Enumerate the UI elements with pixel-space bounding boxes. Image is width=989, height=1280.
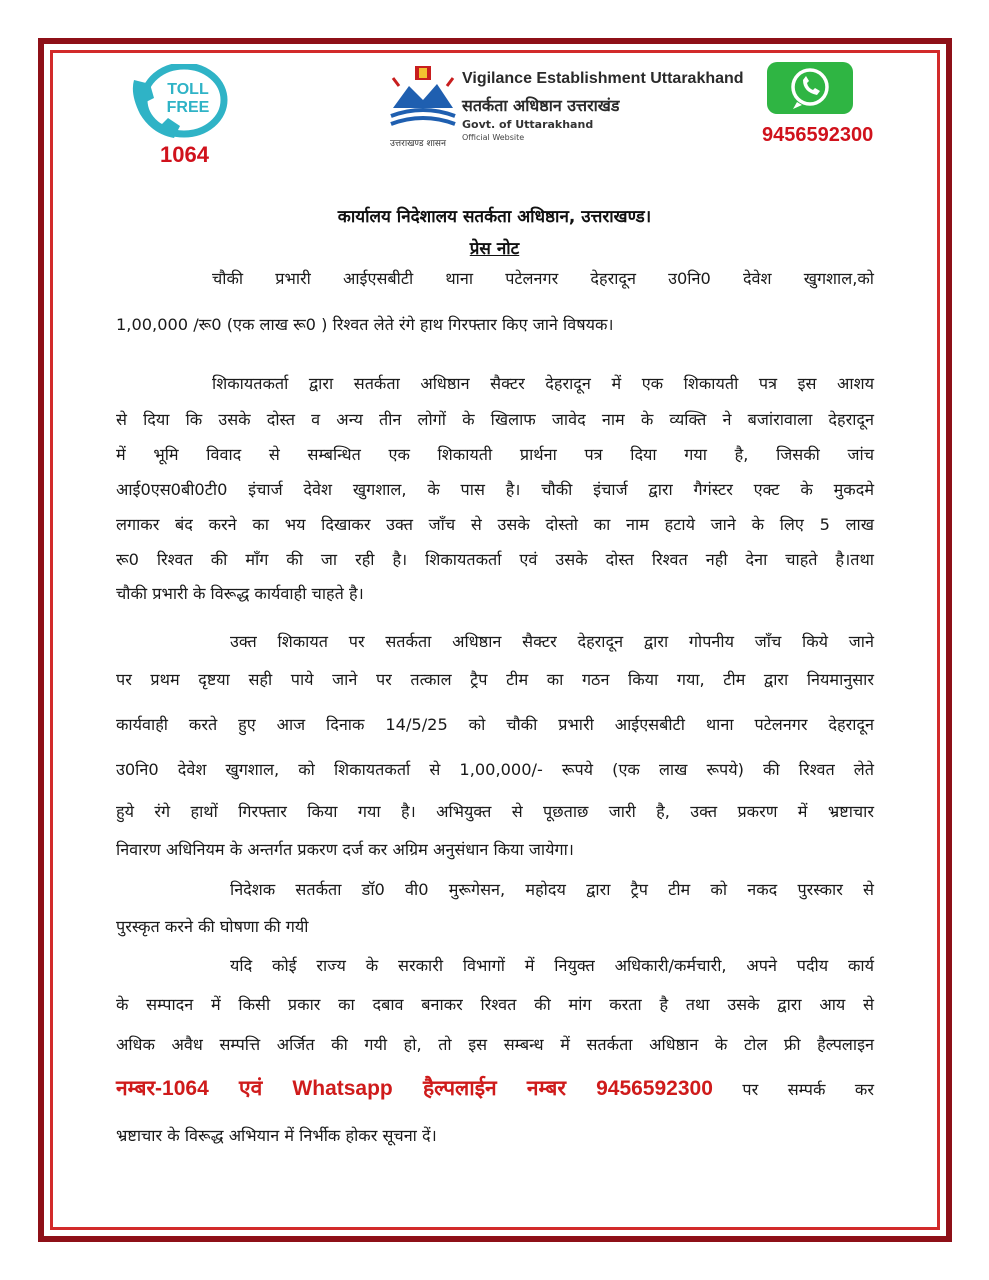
- helpline-numbers: नम्बर-1064 एवं Whatsapp हैल्पलाईन नम्बर 9456592300: [116, 1077, 713, 1100]
- paragraph-line: कार्यवाही करते हुए आज दिनाक 14/5/25 को चौकी प्रभारी आईएसबीटी थाना पटेलनगर देहरादून: [116, 715, 874, 734]
- tollfree-phone-icon: [128, 64, 228, 140]
- paragraph-line: हुये रंगे हाथों गिरफ्तार किया गया है। अभियुक्त से पूछताछ जारी है, उक्त प्रकरण में भ्रष्टाचार: [116, 802, 874, 821]
- closing-line: भ्रष्टाचार के विरूद्ध अभियान में निर्भीक होकर सूचना दें।: [116, 1126, 437, 1145]
- paragraph-line: लगाकर बंद करने का भय दिखाकर उक्त जाँच से उसके दोस्तो का नाम हटाये जाने के लिए 5 लाख: [116, 515, 874, 534]
- paragraph-line: रू0 रिश्वत की माँग की जा रही है। शिकायतकर्ता एवं उसके दोस्त रिश्वत नही देना चाहते है।तथा: [116, 550, 874, 569]
- paragraph-line: चौकी प्रभारी के विरूद्ध कार्यवाही चाहते है।: [116, 584, 364, 603]
- tollfree-line2: FREE: [166, 99, 210, 116]
- emblem-caption: उत्तराखण्ड शासन: [390, 139, 447, 149]
- tollfree-number: 1064: [160, 142, 209, 167]
- paragraph-line: निवारण अधिनियम के अन्तर्गत प्रकरण दर्ज कर अग्रिम अनुसंधान किया जायेगा।: [116, 840, 574, 859]
- paragraph-line: अधिक अवैध सम्पत्ति अर्जित की गयी हो, तो इस सम्बन्ध में सतर्कता अधिष्ठान के टोल फ्री हैल्पलाइन: [116, 1035, 874, 1054]
- org-name-english: Vigilance Establishment Uttarakhand: [462, 70, 744, 87]
- govt-label: Govt. of Uttarakhand: [462, 118, 594, 131]
- paragraph-line: यदि कोई राज्य के सरकारी विभागों में नियुक्त अधिकारी/कर्मचारी, अपने पदीय कार्य: [230, 956, 874, 975]
- paragraph-line: पुरस्कृत करने की घोषणा की गयी: [116, 917, 309, 936]
- tollfree-line1: TOLL: [167, 81, 209, 98]
- helpline-contact-text: पर सम्पर्क कर: [742, 1080, 874, 1099]
- whatsapp-icon: [767, 62, 853, 114]
- press-note-title: प्रेस नोट: [469, 239, 520, 259]
- office-heading: कार्यालय निदेशालय सतर्कता अधिष्ठान, उत्तराखण्ड।: [337, 207, 652, 227]
- paragraph-line: पर प्रथम दृष्टया सही पाये जाने पर तत्काल ट्रैप टीम का गठन किया गया, टीम द्वारा नियमानुसार: [116, 670, 874, 689]
- official-website-label: Official Website: [462, 133, 525, 142]
- paragraph-line: उक्त शिकायत पर सतर्कता अधिष्ठान सैक्टर देहरादून द्वारा गोपनीय जाँच किये जाने: [230, 632, 874, 651]
- paragraph-line: निदेशक सतर्कता डॉ0 वी0 मुरूगेसन, महोदय द्वारा ट्रैप टीम को नकद पुरस्कार से: [230, 880, 874, 899]
- subject-line: चौकी प्रभारी आईएसबीटी थाना पटेलनगर देहरादून उ0नि0 देवेश खुगशाल,को: [212, 269, 874, 288]
- paragraph-line: में भूमि विवाद से सम्बन्धित एक शिकायती प्रार्थना पत्र दिया गया है, जिसकी जांच: [116, 445, 874, 464]
- paragraph-line: के सम्पादन में किसी प्रकार का दबाव बनाकर रिश्वत की मांग करता है तथा उसके द्वारा आय से: [116, 995, 874, 1014]
- org-name-hindi: सतर्कता अधिष्ठान उत्तराखंड: [462, 96, 620, 115]
- whatsapp-number: 9456592300: [762, 124, 874, 146]
- paragraph-line: शिकायतकर्ता द्वारा सतर्कता अधिष्ठान सैक्टर देहरादून में एक शिकायती पत्र इस आशय: [212, 374, 874, 393]
- paragraph-line: आई0एस0बी0टी0 इंचार्ज देवेश खुगशाल, के पास है। चौकी इंचार्ज द्वारा गैगंस्टर एक्ट के मुकदमे: [116, 480, 874, 499]
- subject-line: 1,00,000 /रू0 (एक लाख रू0 ) रिश्वत लेते रंगे हाथ गिरफ्तार किए जाने विषयक।: [116, 315, 614, 334]
- helpline-line: [116, 1078, 874, 1101]
- paragraph-line: से दिया कि उसके दोस्त व अन्य तीन लोगों के खिलाफ जावेद नाम के व्यक्ति ने बजांरावाला देहरादून: [116, 410, 874, 429]
- paragraph-line: उ0नि0 देवेश खुगशाल, को शिकायतकर्ता से 1,00,000/- रूपये (एक लाख रूपये) की रिश्वत लेते: [116, 760, 874, 779]
- uttarakhand-emblem-icon: [389, 64, 457, 134]
